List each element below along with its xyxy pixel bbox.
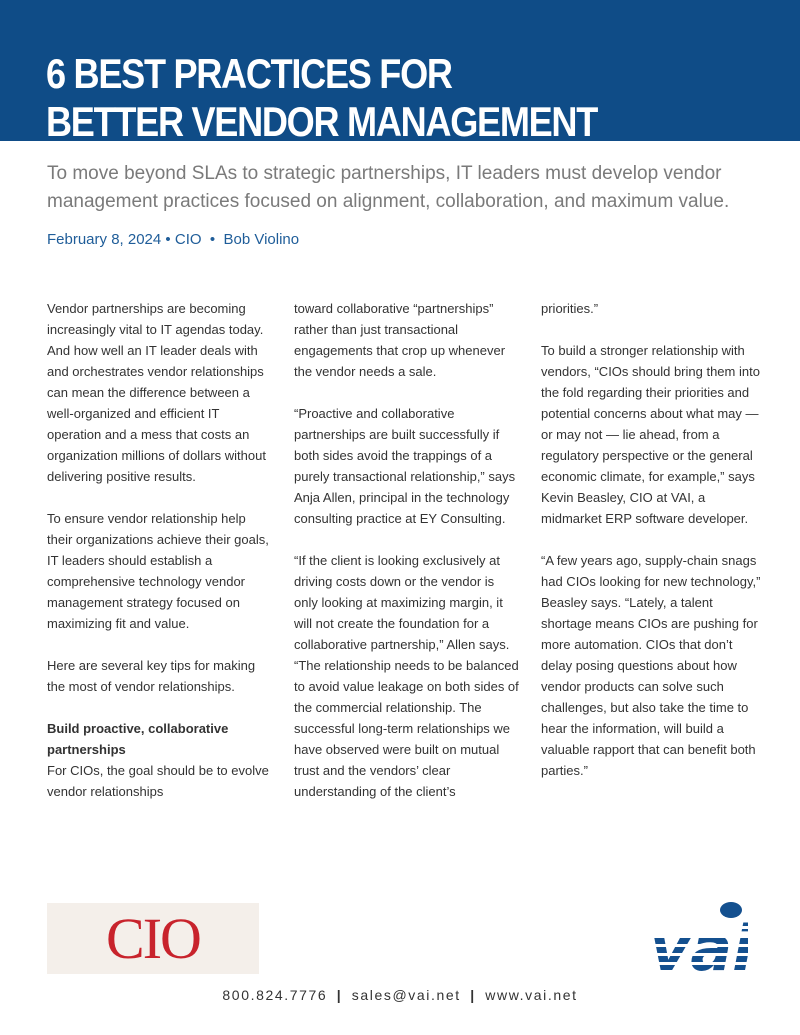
phone-number[interactable]: 800.824.7776 [222, 987, 328, 1003]
paragraph: “If the client is looking exclusively at driving costs down or the vendor is only looking at maximizing margin, it will not create the foundation for a collaborative partnership,” Allen says. “The relationship needs to be balanced to avoid value leakage on both sides of the commercial relationship. The successful long-term relationships we have observed were built on mutual trust and the vendors’ clear understanding of the client’s [294, 553, 519, 799]
footer-separator: | [336, 987, 343, 1003]
paragraph: For CIOs, the goal should be to evolve vendor relationships [47, 763, 269, 799]
meta-separator: • [165, 231, 171, 248]
article-column-2 [294, 298, 519, 802]
section-heading: Build proactive, collaborative partnerships [47, 721, 229, 757]
paragraph: priorities.” [541, 301, 599, 316]
contact-footer [0, 987, 800, 1003]
email-link[interactable]: sales@vai.net [351, 987, 461, 1003]
page-title [46, 50, 597, 146]
source-name: CIO [174, 231, 202, 248]
vai-logo-dot [720, 902, 742, 918]
article-column-3 [541, 298, 766, 781]
paragraph: toward collaborative “partnerships” rather than just transactional engagements that crop up whenever the vendor needs a sale. [294, 301, 506, 379]
cio-logo [47, 903, 259, 974]
paragraph: Here are several key tips for making the most of vendor relationships. [47, 658, 256, 694]
paragraph: Vendor partnerships are becoming increasingly vital to IT agendas today. And how well an IT leader deals with and orchestrates vendor relationships can mean the difference between a well-organized and efficient IT operation and a mess that costs an organization millions of dollars without delivering positive results. [47, 301, 266, 484]
website-link[interactable]: www.vai.net [485, 987, 578, 1003]
title-line-1: 6 BEST PRACTICES FOR [46, 50, 452, 97]
title-line-2: BETTER VENDOR MANAGEMENT [46, 98, 597, 145]
article-column-1 [47, 298, 272, 802]
footer-separator: | [470, 987, 476, 1003]
cio-logo-text: CIO [106, 905, 200, 971]
vai-logo [648, 900, 748, 975]
subtitle: To move beyond SLAs to strategic partnerships, IT leaders must develop vendor management practices focused on alignment, collaboration, and maximum value. [47, 163, 730, 212]
paragraph: “A few years ago, supply-chain snags had CIOs looking for new technology,” Beasley says. “Lately, a talent shortage means CIOs are pushing for more automation. CIOs that don’t delay posing questions about how vendor products can solve such challenges, but also take the time to hear the information, will build a valuable rapport that can benefit both parties.” [541, 553, 761, 778]
paragraph: “Proactive and collaborative partnerships are built successfully if both sides avoid the trappings of a purely transactional relationship,” says Anja Allen, principal in the technology consulting practice at EY Consulting. [294, 406, 516, 526]
article-meta [47, 231, 299, 248]
paragraph: To ensure vendor relationship help their organizations achieve their goals, IT leaders should establish a comprehensive technology vendor management strategy focused on maximizing fit and value. [47, 511, 269, 631]
paragraph: To build a stronger relationship with vendors, “CIOs should bring them into the fold regarding their priorities and potential concerns about what may —or may not — lie ahead, from a regulatory perspective or the general economic climate, for example,” says Kevin Beasley, CIO at VAI, a midmarket ERP software developer. [541, 343, 760, 526]
meta-separator: • [209, 231, 216, 248]
author-name: Bob Violino [223, 231, 300, 248]
publish-date: February 8, 2024 [47, 231, 162, 248]
